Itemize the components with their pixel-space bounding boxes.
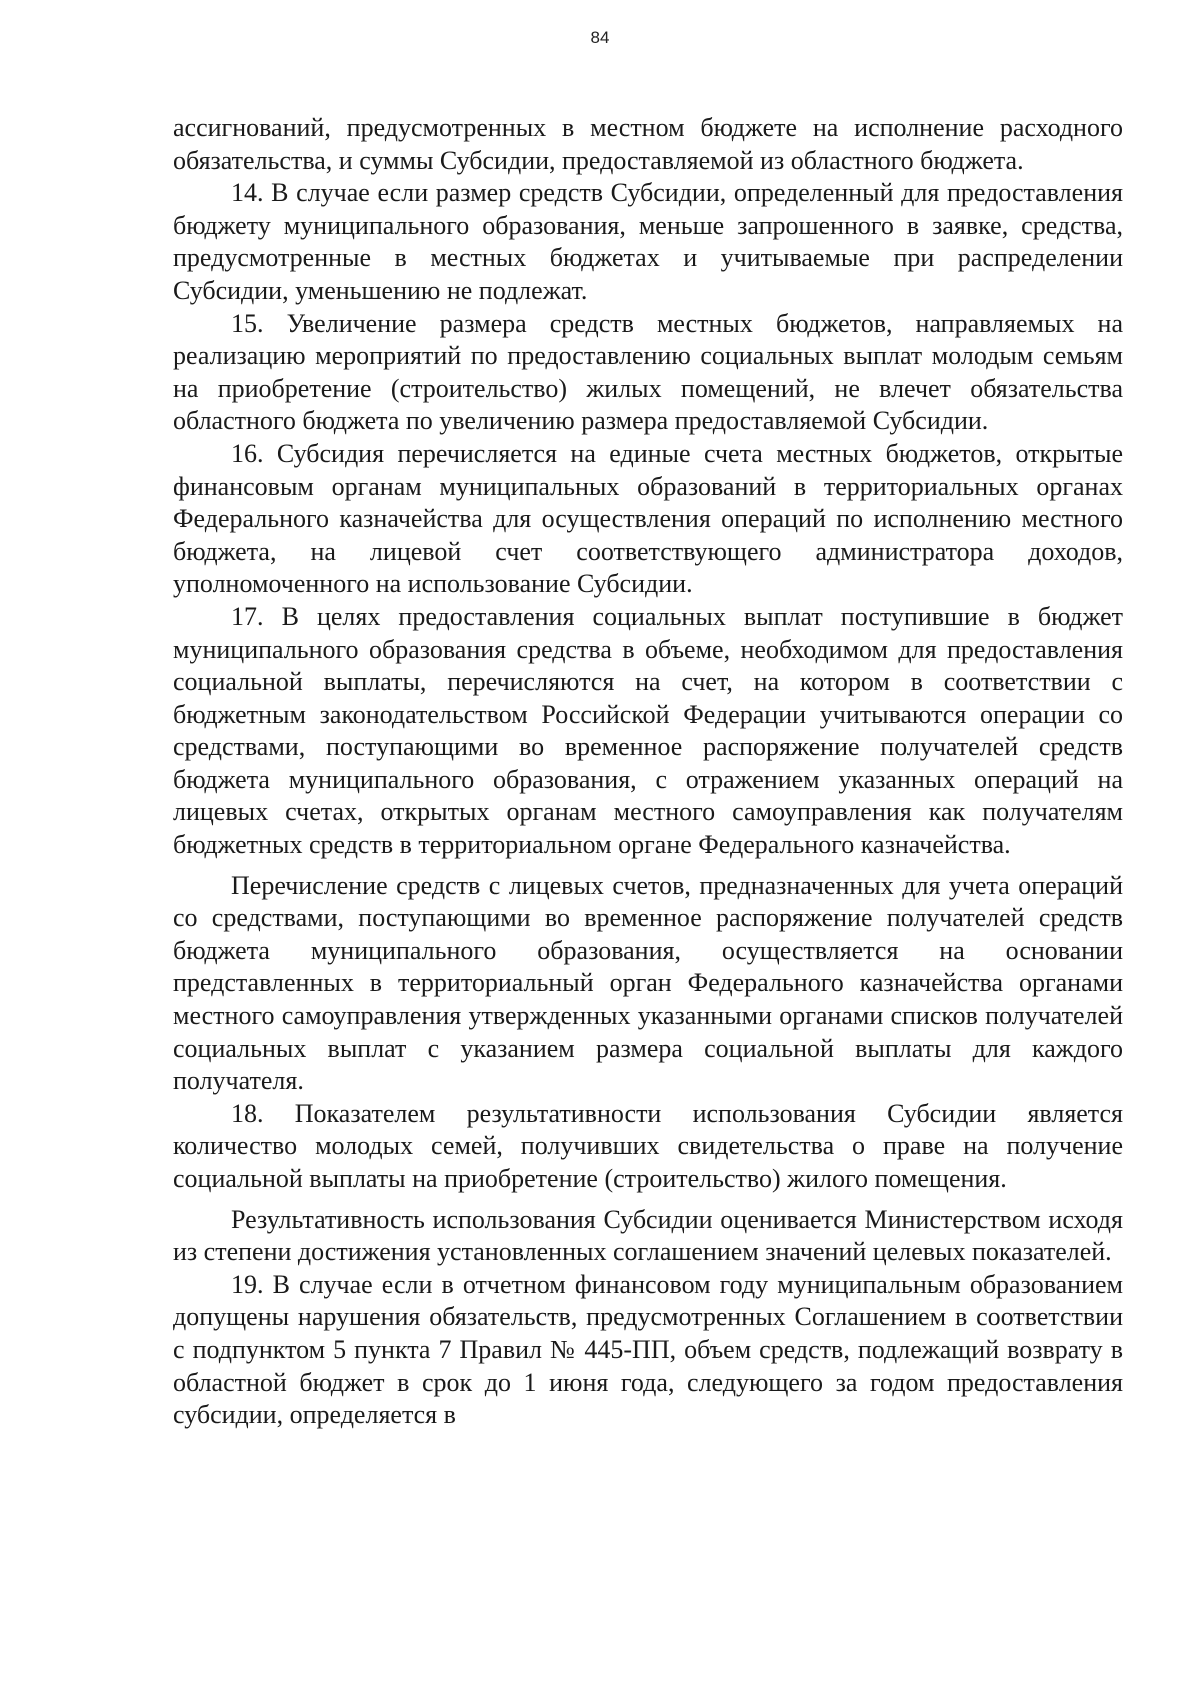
paragraph-14: 14. В случае если размер средств Субсидии, определенный для предоставления бюджету муниципального образования, меньше запрошенного в заявке, средства, предусмотренные в местных бюджетах и учитываемые при распределении Субсидии, уменьшению не подлежат. <box>173 178 1123 305</box>
document-body <box>173 112 1123 1432</box>
paragraph-16: 16. Субсидия перечисляется на единые счета местных бюджетов, открытые финансовым органам муниципальных образований в территориальных органах Федерального казначейства для осуществления операций по исполнению местного бюджета, на лицевой счет соответствующего администратора доходов, уполномоченного на использование Субсидии. <box>173 438 1123 599</box>
paragraph-18: 18. Показателем результативности использования Субсидии является количество молодых семей, получивших свидетельства о праве на получение социальной выплаты на приобретение (строительство) жилого помещения. <box>173 1098 1123 1193</box>
page-number: 84 <box>590 28 610 47</box>
paragraph-17-transfer: Перечисление средств с лицевых счетов, предназначенных для учета операций со средствами, поступающими во временное распоряжение получателей средств бюджета муниципального образования, осуществляется на основании представленных в территориальный орган Федерального казначейства органами местного самоуправления утвержденных указанными органами списков получателей социальных выплат с указанием размера социальной выплаты для каждого получателя. <box>173 870 1123 1096</box>
paragraph-17: 17. В целях предоставления социальных выплат поступившие в бюджет муниципального образования средства в объеме, необходимом для предоставления социальной выплаты, перечисляются на счет, на котором в соответствии с бюджетным законодательством Российской Федерации учитываются операции со средствами, поступающими во временное распоряжение получателей средств бюджета муниципального образования, с отражением указанных операций на лицевых счетах, открытых органам местного самоуправления как получателям бюджетных средств в территориальном органе Федерального казначейства. <box>173 601 1123 860</box>
paragraph-15: 15. Увеличение размера средств местных бюджетов, направляемых на реализацию мероприятий по предоставлению социальных выплат молодым семьям на приобретение (строительство) жилых помещений, не влечет обязательства областного бюджета по увеличению размера предоставляемой Субсидии. <box>173 308 1123 436</box>
paragraph-continuation: ассигнований, предусмотренных в местном бюджете на исполнение расходного обязательства, и суммы Субсидии, предоставляемой из областного бюджета. <box>173 113 1123 175</box>
paragraph-19: 19. В случае если в отчетном финансовом году муниципальным образованием допущены нарушения обязательств, предусмотренных Соглашением в соответствии с подпунктом 5 пункта 7 Правил № 445-ПП, объем средств, подлежащий возврату в областной бюджет в срок до 1 июня года, следующего за годом предоставления субсидии, определяется в <box>173 1269 1123 1430</box>
paragraph-18-effectiveness: Результативность использования Субсидии оценивается Министерством исходя из степени достижения установленных соглашением значений целевых показателей. <box>173 1204 1123 1267</box>
